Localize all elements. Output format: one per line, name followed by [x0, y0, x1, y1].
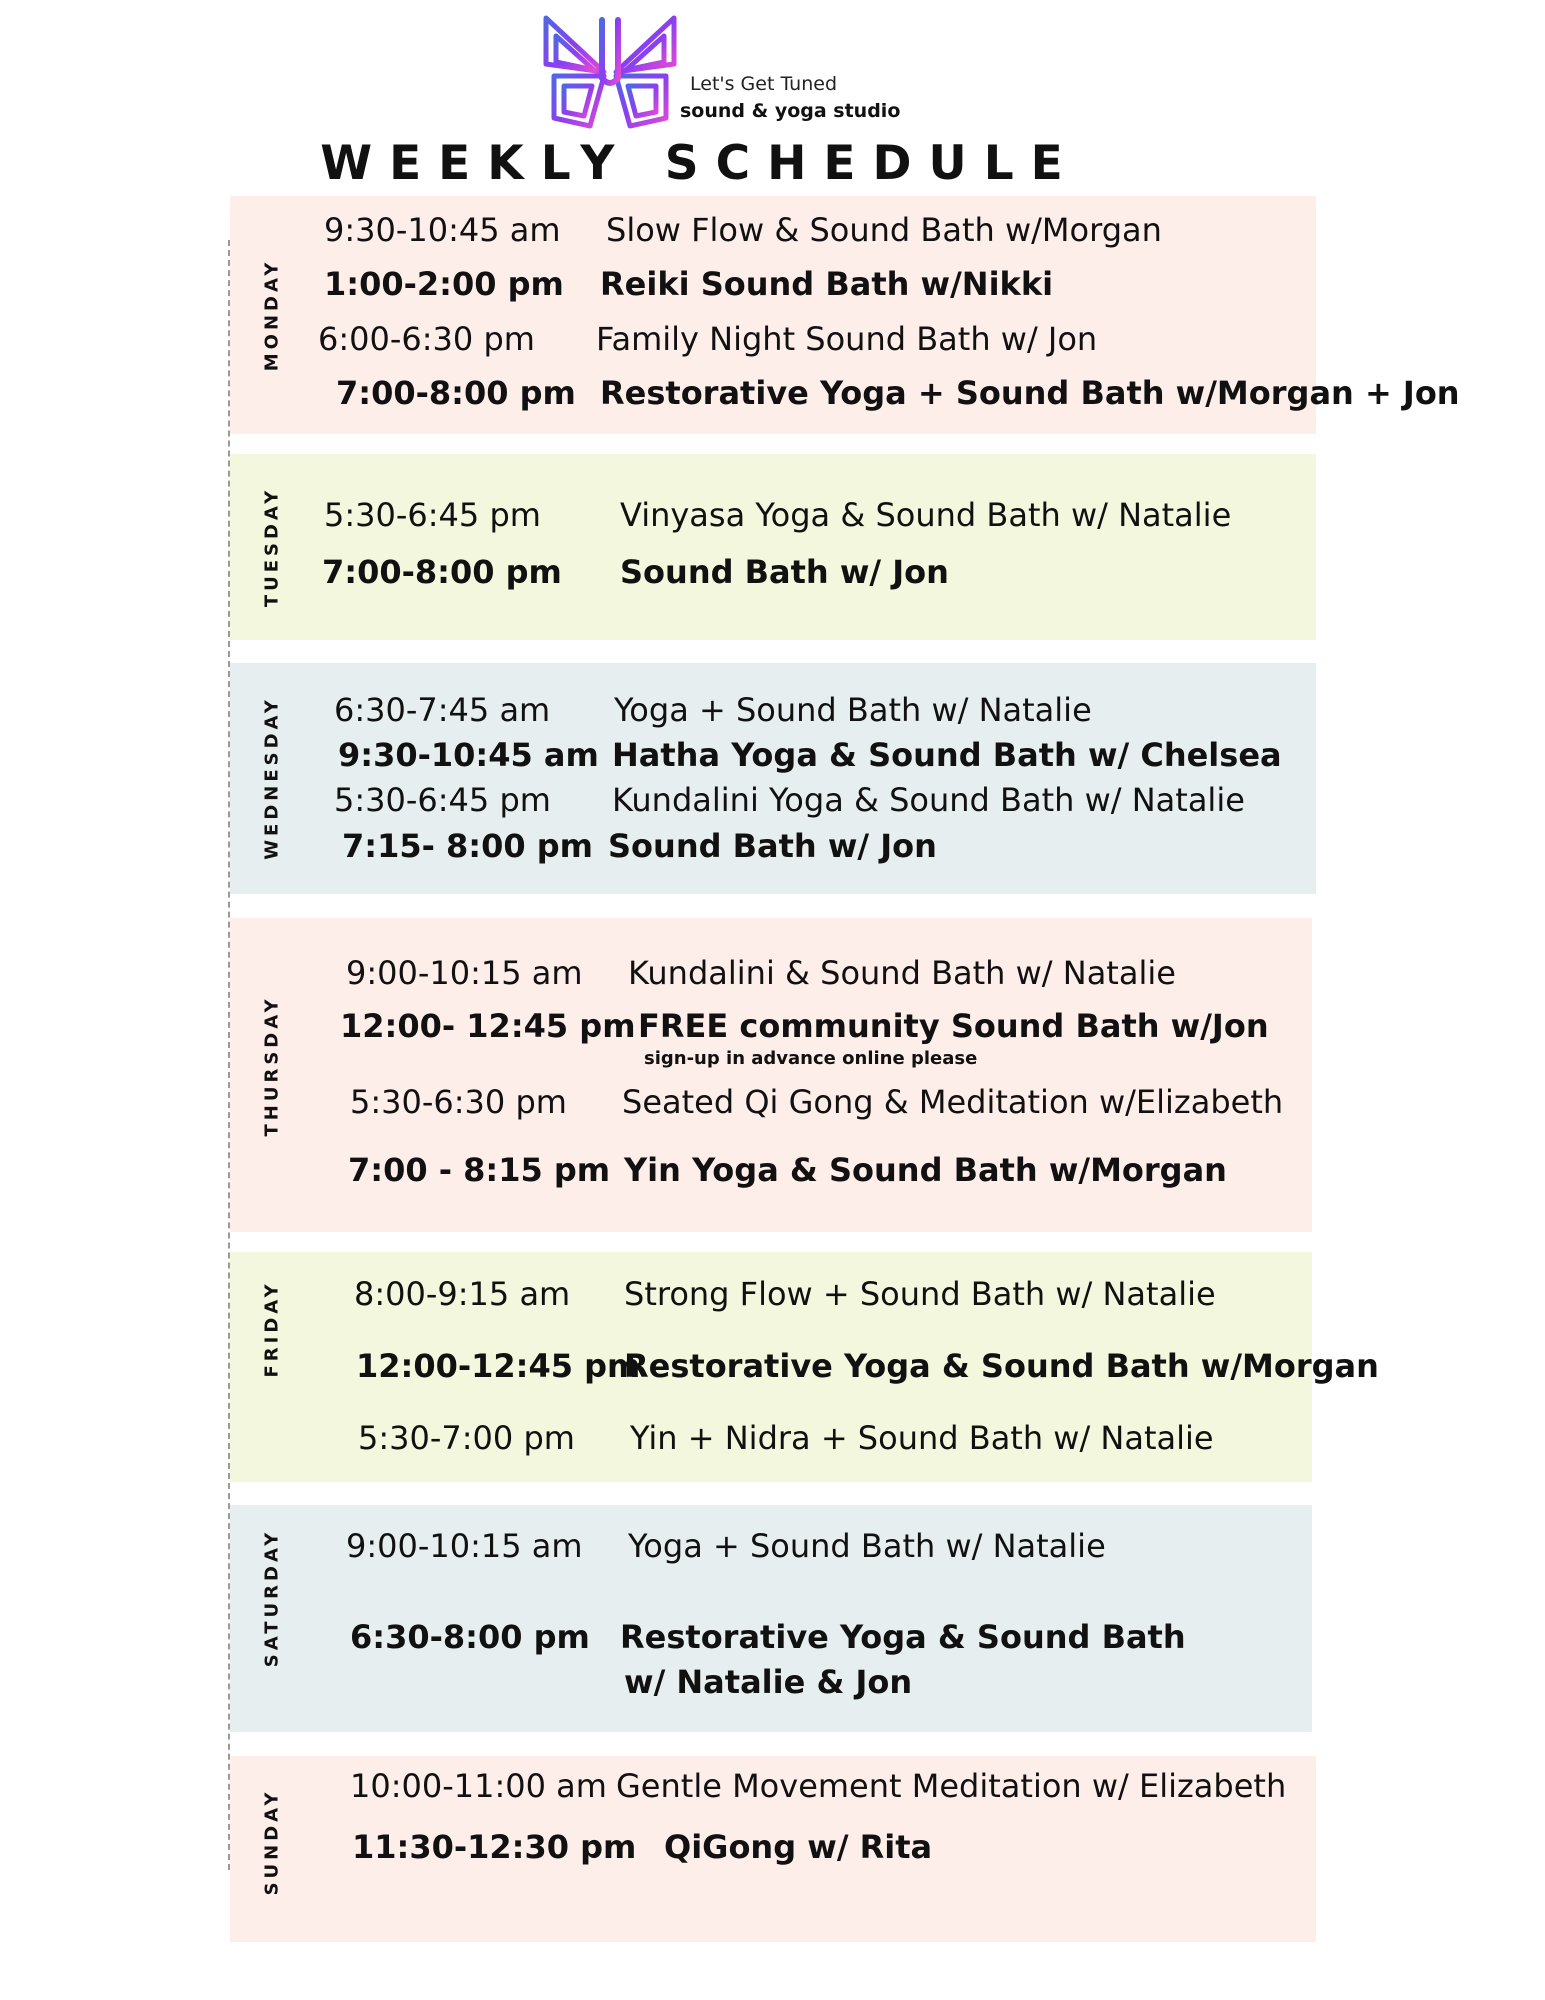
day-block-sunday: [230, 1756, 1316, 1942]
class-title: Vinyasa Yoga & Sound Bath w/ Natalie: [620, 496, 1232, 534]
class-time: 10:00-11:00 am: [350, 1767, 607, 1805]
class-time: 6:00-6:30 pm: [318, 320, 535, 358]
class-title-line2: w/ Natalie & Jon: [624, 1663, 913, 1701]
day-block-saturday: [230, 1505, 1312, 1732]
class-time: 12:00-12:45 pm: [356, 1347, 641, 1385]
class-title: Hatha Yoga & Sound Bath w/ Chelsea: [612, 736, 1282, 774]
class-time: 11:30-12:30 pm: [352, 1828, 637, 1866]
class-title: FREE community Sound Bath w/Jon: [638, 1007, 1269, 1045]
day-block-wednesday: [230, 663, 1316, 894]
day-block-tuesday: [230, 454, 1316, 640]
class-time: 7:00 - 8:15 pm: [348, 1151, 611, 1189]
class-time: 5:30-6:45 pm: [334, 781, 551, 819]
class-title: Sound Bath w/ Jon: [608, 827, 937, 865]
class-time: 6:30-7:45 am: [334, 691, 551, 729]
day-block-thursday: [230, 918, 1312, 1232]
day-label: WEDNESDAY: [261, 696, 283, 860]
class-time: 1:00-2:00 pm: [324, 265, 564, 303]
class-title: Slow Flow & Sound Bath w/Morgan: [606, 211, 1162, 249]
class-title: Reiki Sound Bath w/Nikki: [600, 265, 1054, 303]
class-time: 7:00-8:00 pm: [322, 553, 562, 591]
class-time: 9:00-10:15 am: [346, 1527, 583, 1565]
day-label: SATURDAY: [261, 1528, 283, 1668]
day-label: SUNDAY: [261, 1788, 283, 1896]
class-time: 8:00-9:15 am: [354, 1275, 571, 1313]
class-title: Restorative Yoga & Sound Bath w/Morgan: [624, 1347, 1379, 1385]
day-label: MONDAY: [261, 258, 283, 372]
class-title: QiGong w/ Rita: [664, 1828, 933, 1866]
class-title: Family Night Sound Bath w/ Jon: [596, 320, 1098, 358]
class-title: Kundalini & Sound Bath w/ Natalie: [628, 954, 1176, 992]
class-time: 5:30-6:45 pm: [324, 496, 541, 534]
brand-tagline: sound & yoga studio: [680, 100, 901, 122]
class-time: 12:00- 12:45 pm: [340, 1007, 636, 1045]
class-title: Restorative Yoga & Sound Bath: [620, 1618, 1186, 1656]
page-title: WEEKLY SCHEDULE: [320, 136, 1080, 191]
class-title: Yoga + Sound Bath w/ Natalie: [628, 1527, 1106, 1565]
class-note: sign-up in advance online please: [644, 1048, 978, 1069]
butterfly-logo-icon: [540, 14, 680, 130]
class-time: 9:30-10:45 am: [324, 211, 561, 249]
class-time: 5:30-7:00 pm: [358, 1419, 575, 1457]
class-title: Yoga + Sound Bath w/ Natalie: [614, 691, 1092, 729]
class-time: 7:15- 8:00 pm: [342, 827, 593, 865]
class-title: Sound Bath w/ Jon: [620, 553, 949, 591]
day-label: FRIDAY: [261, 1280, 283, 1378]
day-label: TUESDAY: [261, 486, 283, 608]
day-block-friday: [230, 1252, 1379, 1482]
class-title: Kundalini Yoga & Sound Bath w/ Natalie: [612, 781, 1245, 819]
class-title: Strong Flow + Sound Bath w/ Natalie: [624, 1275, 1216, 1313]
class-time: 9:30-10:45 am: [338, 736, 599, 774]
class-title: Yin + Nidra + Sound Bath w/ Natalie: [630, 1419, 1214, 1457]
class-title: Seated Qi Gong & Meditation w/Elizabeth: [622, 1083, 1284, 1121]
class-time: 5:30-6:30 pm: [350, 1083, 567, 1121]
class-title: Restorative Yoga + Sound Bath w/Morgan + Jon: [600, 374, 1460, 412]
class-title: Gentle Movement Meditation w/ Elizabeth: [616, 1767, 1287, 1805]
class-time: 9:00-10:15 am: [346, 954, 583, 992]
class-time: 6:30-8:00 pm: [350, 1618, 590, 1656]
class-title: Yin Yoga & Sound Bath w/Morgan: [624, 1151, 1227, 1189]
day-label: THURSDAY: [261, 995, 283, 1137]
day-block-monday: [230, 196, 1460, 434]
class-time: 7:00-8:00 pm: [336, 374, 576, 412]
brand-name: Let's Get Tuned: [690, 73, 838, 95]
